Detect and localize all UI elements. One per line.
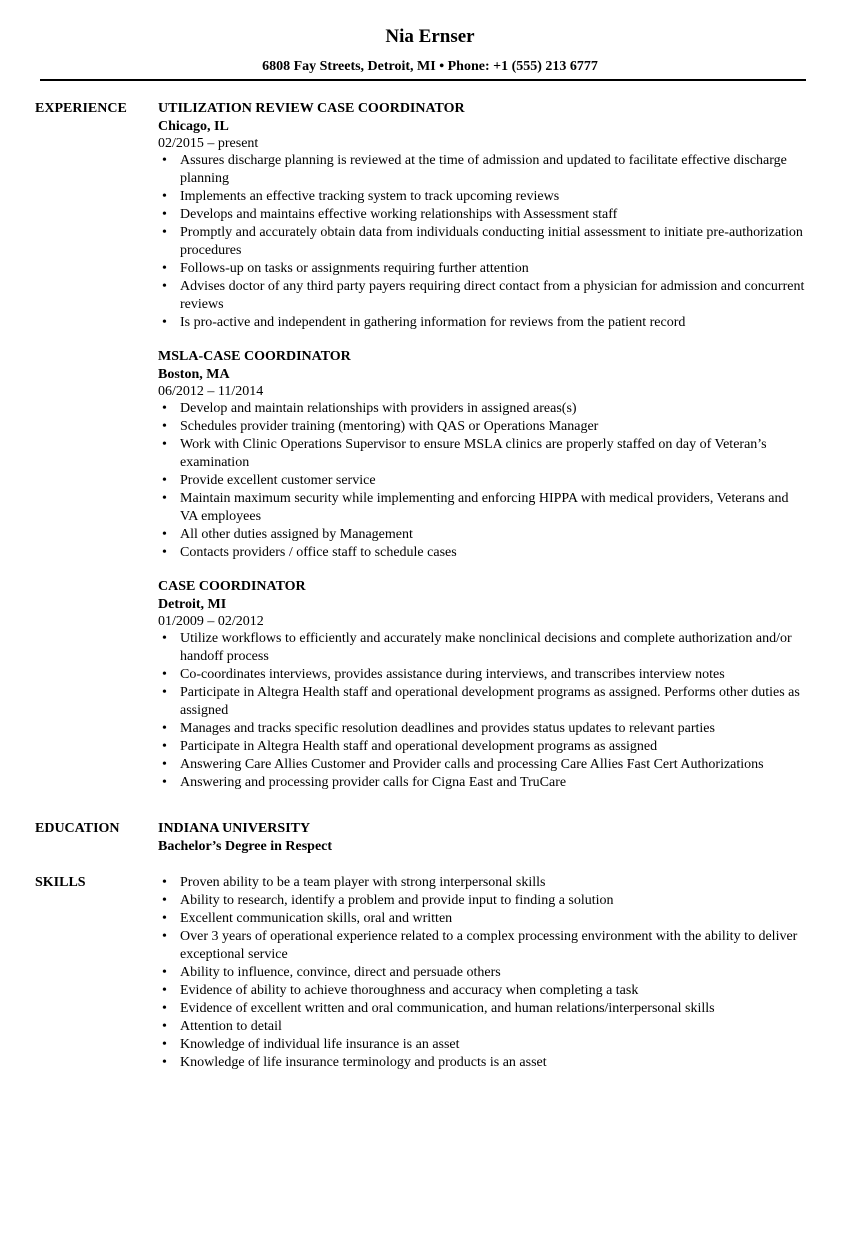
list-item: • Participate in Altegra Health staff and operational development programs as assigned — [158, 738, 808, 756]
list-item: • Attention to detail — [158, 1018, 808, 1036]
skills-body — [158, 874, 808, 1072]
list-item: • All other duties assigned by Management — [158, 526, 808, 544]
education-body — [158, 820, 808, 856]
job-duties-list — [158, 630, 808, 792]
list-item: • Advises doctor of any third party payers requiring direct contact from a physician for admission and concurrent reviews — [158, 278, 808, 314]
list-item: • Utilize workflows to efficiently and accurately make nonclinical decisions and complete authorization and/or handoff process — [158, 630, 808, 666]
list-item: • Develops and maintains effective working relationships with Assessment staff — [158, 206, 808, 224]
education-section — [0, 820, 860, 856]
degree: Bachelor’s Degree in Respect — [158, 839, 333, 854]
list-item: • Answering and processing provider calls for Cigna East and TruCare — [158, 774, 808, 792]
job-entry — [158, 100, 808, 332]
list-item: • Participate in Altegra Health staff and operational development programs as assigned. Performs other duties as assigned — [158, 684, 808, 720]
job-location: Detroit, MI — [158, 597, 227, 612]
job-entry — [158, 348, 808, 562]
list-item: • Work with Clinic Operations Supervisor to ensure MSLA clinics are properly staffed on day of Veteran’s examination — [158, 436, 808, 472]
section-label-education: EDUCATION — [35, 821, 120, 836]
list-item: • Ability to influence, convince, direct and persuade others — [158, 964, 808, 982]
list-item: • Follows-up on tasks or assignments requiring further attention — [158, 260, 808, 278]
list-item: • Knowledge of life insurance terminology and products is an asset — [158, 1054, 808, 1072]
job-duties-list — [158, 400, 808, 562]
list-item: • Manages and tracks specific resolution deadlines and provides status updates to relevant parties — [158, 720, 808, 738]
experience-section — [0, 100, 860, 792]
list-item: • Evidence of ability to achieve thoroughness and accuracy when completing a task — [158, 982, 808, 1000]
job-dates: 02/2015 – present — [158, 136, 259, 151]
job-entry — [158, 578, 808, 792]
section-label-experience: EXPERIENCE — [35, 101, 127, 116]
list-item: • Provide excellent customer service — [158, 472, 808, 490]
resume-header — [0, 0, 860, 76]
list-item: • Maintain maximum security while implementing and enforcing HIPPA with medical providers, Veterans and VA employees — [158, 490, 808, 526]
job-dates: 06/2012 – 11/2014 — [158, 384, 264, 399]
contact-line: 6808 Fay Streets, Detroit, MI • Phone: +1 (555) 213 6777 — [262, 59, 598, 74]
list-item: • Implements an effective tracking system to track upcoming reviews — [158, 188, 808, 206]
section-label-skills: SKILLS — [35, 875, 86, 890]
list-item: • Contacts providers / office staff to schedule cases — [158, 544, 808, 562]
job-title: UTILIZATION REVIEW CASE COORDINATOR — [158, 101, 465, 116]
list-item: • Evidence of excellent written and oral communication, and human relations/interpersonal skills — [158, 1000, 808, 1018]
job-duties-list — [158, 152, 808, 332]
job-location: Chicago, IL — [158, 119, 229, 134]
job-title: MSLA-CASE COORDINATOR — [158, 349, 351, 364]
experience-body — [158, 100, 808, 792]
candidate-name: Nia Ernser — [385, 26, 475, 47]
skills-section — [0, 874, 860, 1072]
list-item: • Schedules provider training (mentoring) with QAS or Operations Manager — [158, 418, 808, 436]
list-item: • Develop and maintain relationships with providers in assigned areas(s) — [158, 400, 808, 418]
list-item: • Assures discharge planning is reviewed at the time of admission and updated to facilitate effective discharge planning — [158, 152, 808, 188]
job-title: CASE COORDINATOR — [158, 579, 306, 594]
skills-list — [158, 874, 808, 1072]
list-item: • Co-coordinates interviews, provides assistance during interviews, and transcribes interview notes — [158, 666, 808, 684]
job-dates: 01/2009 – 02/2012 — [158, 614, 264, 629]
school-name: INDIANA UNIVERSITY — [158, 821, 311, 836]
list-item: • Is pro-active and independent in gathering information for reviews from the patient record — [158, 314, 808, 332]
list-item: • Proven ability to be a team player with strong interpersonal skills — [158, 874, 808, 892]
list-item: • Ability to research, identify a problem and provide input to finding a solution — [158, 892, 808, 910]
list-item: • Answering Care Allies Customer and Provider calls and processing Care Allies Fast Cert Authorizations — [158, 756, 808, 774]
list-item: • Promptly and accurately obtain data from individuals conducting initial assessment to initiate pre-authorization procedures — [158, 224, 808, 260]
list-item: • Knowledge of individual life insurance is an asset — [158, 1036, 808, 1054]
job-location: Boston, MA — [158, 367, 230, 382]
list-item: • Excellent communication skills, oral and written — [158, 910, 808, 928]
header-divider — [40, 79, 806, 81]
list-item: • Over 3 years of operational experience related to a complex processing environment with the ability to deliver exceptional service — [158, 928, 808, 964]
resume-content — [0, 100, 860, 1072]
